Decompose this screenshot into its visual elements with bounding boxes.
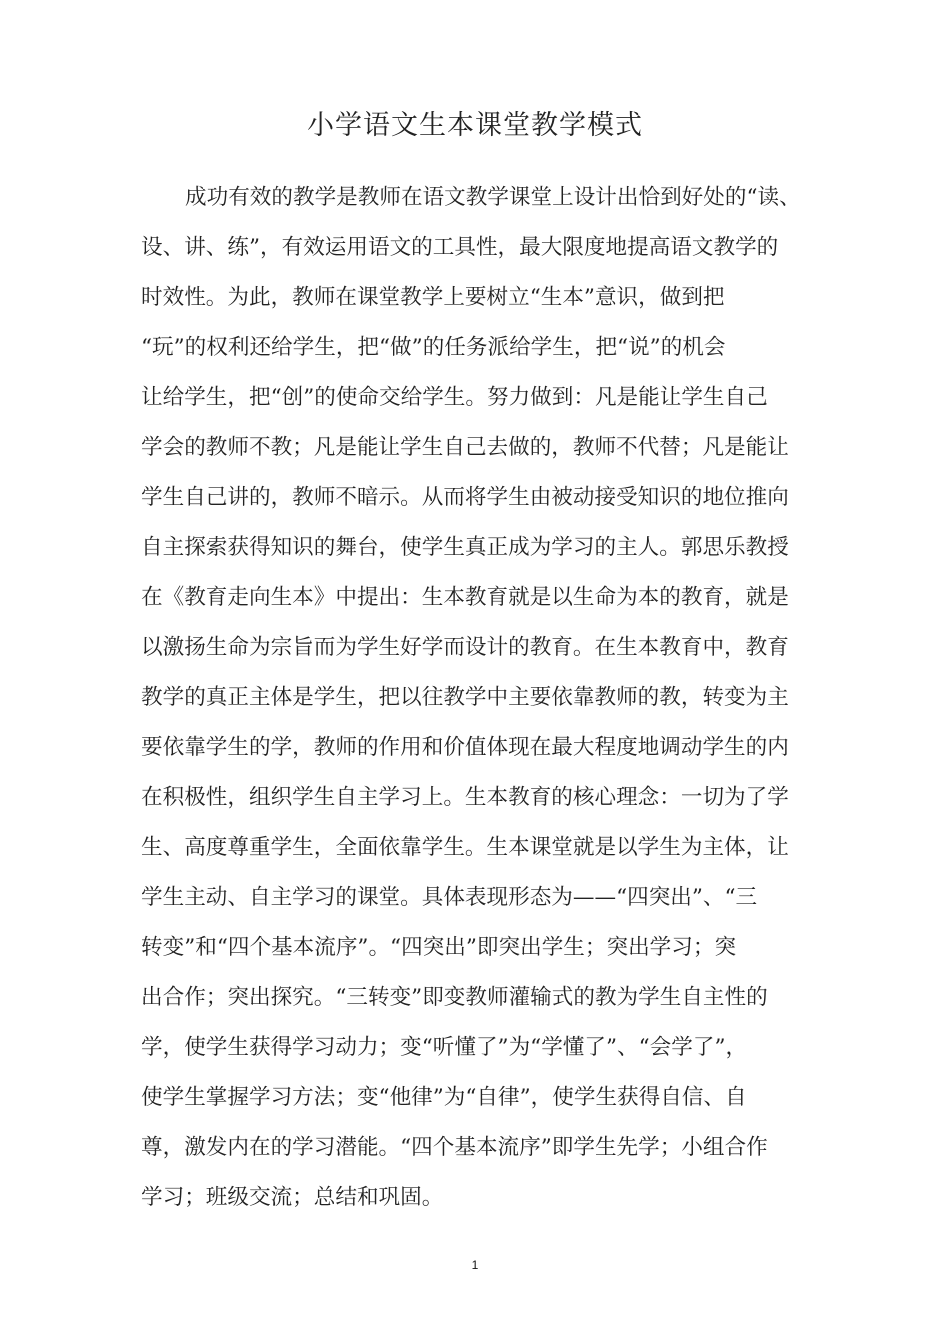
paragraph-line: 在积极性，组织学生自主学习上。生本教育的核心理念：一切为了学 xyxy=(141,785,789,810)
paragraph-line: 成功有效的教学是教师在语文教学课堂上设计出恰到好处的“读、 xyxy=(185,185,801,210)
paragraph-line: 设、讲、练”，有效运用语文的工具性，最大限度地提高语文教学的 xyxy=(141,235,779,260)
document-title: 小学语文生本课堂教学模式 xyxy=(307,110,643,141)
paragraph-line: 生、高度尊重学生，全面依靠学生。生本课堂就是以学生为主体，让 xyxy=(141,835,789,860)
paragraph-line: “玩”的权利还给学生，把“做”的任务派给学生，把“说”的机会 xyxy=(141,335,726,360)
paragraph-line: 时效性。为此，教师在课堂教学上要树立“生本”意识，做到把 xyxy=(141,285,725,310)
paragraph-line: 转变”和“四个基本流序”。“四突出”即突出学生；突出学习；突 xyxy=(141,935,737,960)
paragraph-line: 在《教育走向生本》中提出：生本教育就是以生命为本的教育，就是 xyxy=(141,585,789,610)
paragraph-line: 学生自己讲的，教师不暗示。从而将学生由被动接受知识的地位推向 xyxy=(141,485,789,510)
paragraph-line: 学会的教师不教；凡是能让学生自己去做的，教师不代替；凡是能让 xyxy=(141,435,789,460)
paragraph-line: 使学生掌握学习方法；变“他律”为“自律”，使学生获得自信、自 xyxy=(141,1085,747,1110)
paragraph-line: 让给学生，把“创”的使命交给学生。努力做到：凡是能让学生自己 xyxy=(141,385,768,410)
paragraph-line: 自主探索获得知识的舞台，使学生真正成为学习的主人。郭思乐教授 xyxy=(141,535,789,560)
paragraph-line: 出合作；突出探究。“三转变”即变教师灌输式的教为学生自主性的 xyxy=(141,985,768,1010)
paragraph-line: 学生主动、自主学习的课堂。具体表现形态为——“四突出”、“三 xyxy=(141,885,758,910)
paragraph-line: 学习；班级交流；总结和巩固。 xyxy=(141,1185,444,1210)
paragraph-line: 要依靠学生的学，教师的作用和价值体现在最大程度地调动学生的内 xyxy=(141,735,789,760)
paragraph-line: 学，使学生获得学习动力；变“听懂了”为“学懂了”、“会学了”， xyxy=(141,1035,748,1060)
paragraph-line: 教学的真正主体是学生，把以往教学中主要依靠教师的教，转变为主 xyxy=(141,685,789,710)
page-number: 1 xyxy=(471,1258,479,1272)
paragraph-line: 尊，激发内在的学习潜能。“四个基本流序”即学生先学；小组合作 xyxy=(141,1135,768,1160)
paragraph-line: 以激扬生命为宗旨而为学生好学而设计的教育。在生本教育中，教育 xyxy=(141,635,789,660)
